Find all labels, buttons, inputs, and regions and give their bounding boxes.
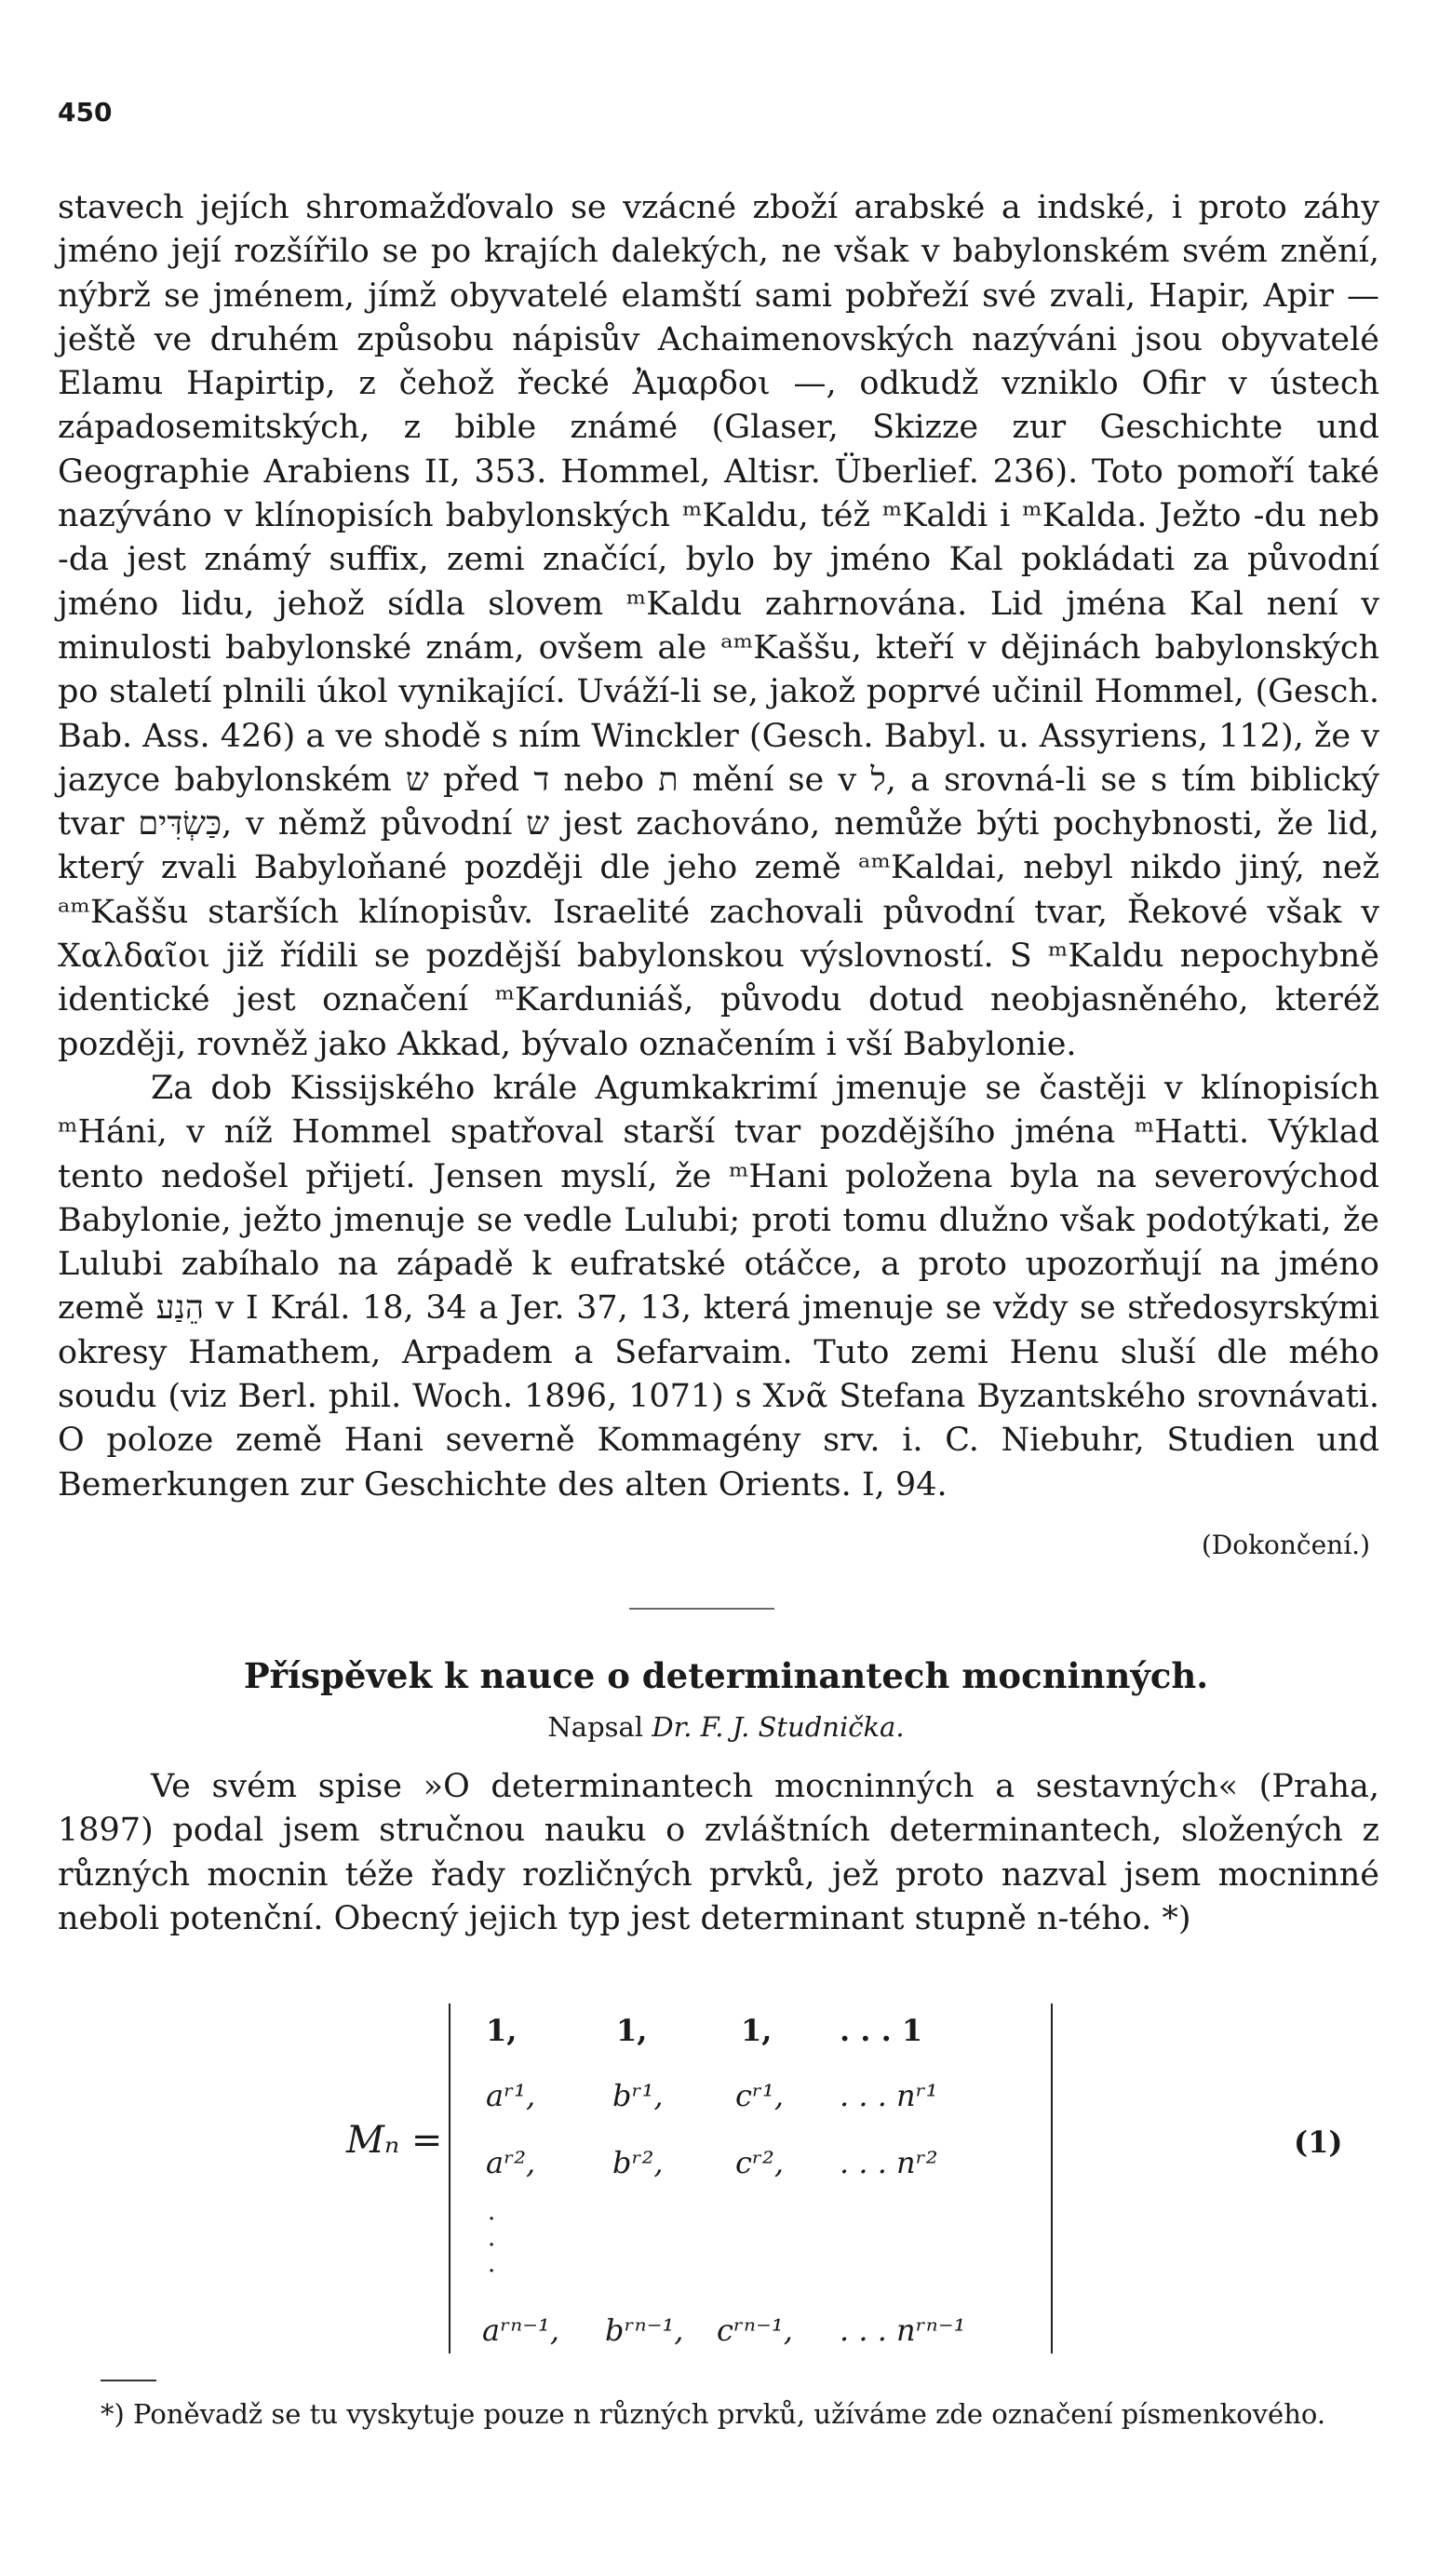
matrix-cell: 1, <box>616 2013 648 2048</box>
matrix-cell: bʳ¹, <box>612 2078 664 2113</box>
matrix-cell: . . . nʳ² <box>840 2145 938 2180</box>
paragraph-2: Za dob Kissijského krále Agumkakrimí jmenuje se častěji v klínopisích ᵐHáni, v níž Hommel spatřoval starší tvar pozdějšího jména ᵐHatti. Výklad tento nedošel přijetí. Jensen myslí, že ᵐHani položena byla na severovýchod Babylonie, ježto jmenuje se vedle Lulubi; proti tomu dlužno však podotýkati, že Lulubi zabíhalo na západě k eufratské otáčce, a proto upozorňují na jméno země הֵנַע v I Král. 18, 34 a Jer. 37, 13, která jmenuje se vždy se středosyrskými okresy Hamathem, Arpadem a Sefarvaim. Tuto zemi Henu sluší dle mého soudu (viz Berl. phil. Woch. 1896, 1071) s Χνᾶ Stefana Byzantského srovnávati. O poloze země Hani severně Kommagény srv. i. C. Niebuhr, Studien und Bemerkungen zur Geschichte des alten Orients. I, 94. <box>58 1069 1379 1504</box>
byline <box>0 1711 1452 1743</box>
matrix-cell: 1, <box>741 2013 773 2048</box>
matrix-cell: bʳ², <box>612 2145 664 2180</box>
matrix-cell: 1, <box>486 2013 518 2048</box>
matrix-cell: bʳⁿ⁻¹, <box>605 2313 684 2348</box>
author-name: Dr. F. J. Studnička. <box>652 1711 905 1743</box>
matrix-cell: cʳ², <box>735 2145 785 2180</box>
matrix-cell: cʳ¹, <box>735 2078 785 2113</box>
paragraph-1: stavech jejích shromažďovalo se vzácné zboží arabské a indské, i proto záhy jméno její rozšířilo se po krajích dalekých, ne však v babylonském svém znění, nýbrž se jménem, jímž obyvatelé elamští sami pobřeží své zvali, Hapir, Apir — ještě ve druhém způsobu nápisův Achaimenovských nazýváni jsou obyvatelé Elamu Hapirtip, z čehož řecké Ἀμαρδοι —, odkudž vzniklo Ofir v ústech západosemitských, z bible známé (Glaser, Skizze zur Geschichte und Geographie Arabiens II, 353. Hommel, Altisr. Überlief. 236). Toto pomoří také nazýváno v klínopisích babylonských ᵐKaldu, též ᵐKaldi i ᵐKalda. Ježto -du neb -da jest známý suffix, zemi značící, bylo by jméno Kal pokládati za původní jméno lidu, jehož sídla slovem ᵐKaldu zahrnována. Lid jména Kal není v minulosti babylonské znám, ovšem ale ᵃᵐKaššu, kteří v dějinách babylonských po staletí plnili úkol vynikající. Uváží-li se, jakož poprvé učinil Hommel, (Gesch. Bab. Ass. 426) a ve shodě s ním Winckler (Gesch. Babyl. u. Assyriens, 112), že v jazyce babylonském ש před ד nebo ת mění se v ל, a srovná-li se s tím biblický tvar כַּשְׂדִּים, v němž původní ש jest zachováno, nemůže býti pochybnosti, že lid, který zvali Babyloňané později dle jeho země ᵃᵐKaldai, nebyl nikdo jiný, než ᵃᵐKaššu starších klínopisův. Israelité zachovali původní tvar, Řekové však v Χαλδαῖοι již řídili se pozdější babylonskou výslovností. S ᵐKaldu nepochybně identické jest označení ᵐKarduniáš, původu dotud neobjasněného, kteréž později, rovněž jako Akkad, bývalo označením i vší Babylonie. <box>58 189 1379 1063</box>
matrix-cell: . . . nʳⁿ⁻¹ <box>840 2313 966 2348</box>
determinant-right-bar <box>1051 2003 1053 2353</box>
continuation-note: (Dokončení.) <box>1201 1530 1370 1560</box>
footnote-rule <box>101 2380 156 2381</box>
section-divider <box>629 1608 774 1610</box>
vertical-dots: · · · <box>488 2205 496 2286</box>
footnote: *) Poněvadž se tu vyskytuje pouze n různých prvků, užíváme zde označení písmenkového. <box>101 2398 1326 2430</box>
matrix-cell: cʳⁿ⁻¹, <box>717 2313 793 2348</box>
article-body <box>58 1765 1379 1941</box>
matrix-cell: . . . nʳ¹ <box>840 2078 938 2113</box>
matrix-cell: aʳ², <box>486 2145 536 2180</box>
matrix-cell: . . . 1 <box>840 2013 923 2048</box>
byline-prefix: Napsal <box>547 1711 644 1743</box>
equation-number: (1) <box>1294 2124 1343 2160</box>
determinant-left-bar <box>449 2003 450 2353</box>
body-text <box>58 186 1379 1507</box>
page-number: 450 <box>58 97 113 128</box>
determinant-label: Mₙ = <box>346 2119 443 2162</box>
article-paragraph: Ve svém spise »O determinantech mocninných a sestavných« (Praha, 1897) podal jsem stručnou nauku o zvláštních determinantech, složených z různých mocnin téže řady rozličných prvků, jež proto nazval jsem mocninné neboli potenční. Obecný jejich typ jest determinant stupně n-tého. *) <box>58 1768 1379 1937</box>
matrix-cell: aʳ¹, <box>486 2078 536 2113</box>
matrix-cell: aʳⁿ⁻¹, <box>482 2313 560 2348</box>
article-title: Příspěvek k nauce o determinantech mocninných. <box>243 1655 1209 1696</box>
